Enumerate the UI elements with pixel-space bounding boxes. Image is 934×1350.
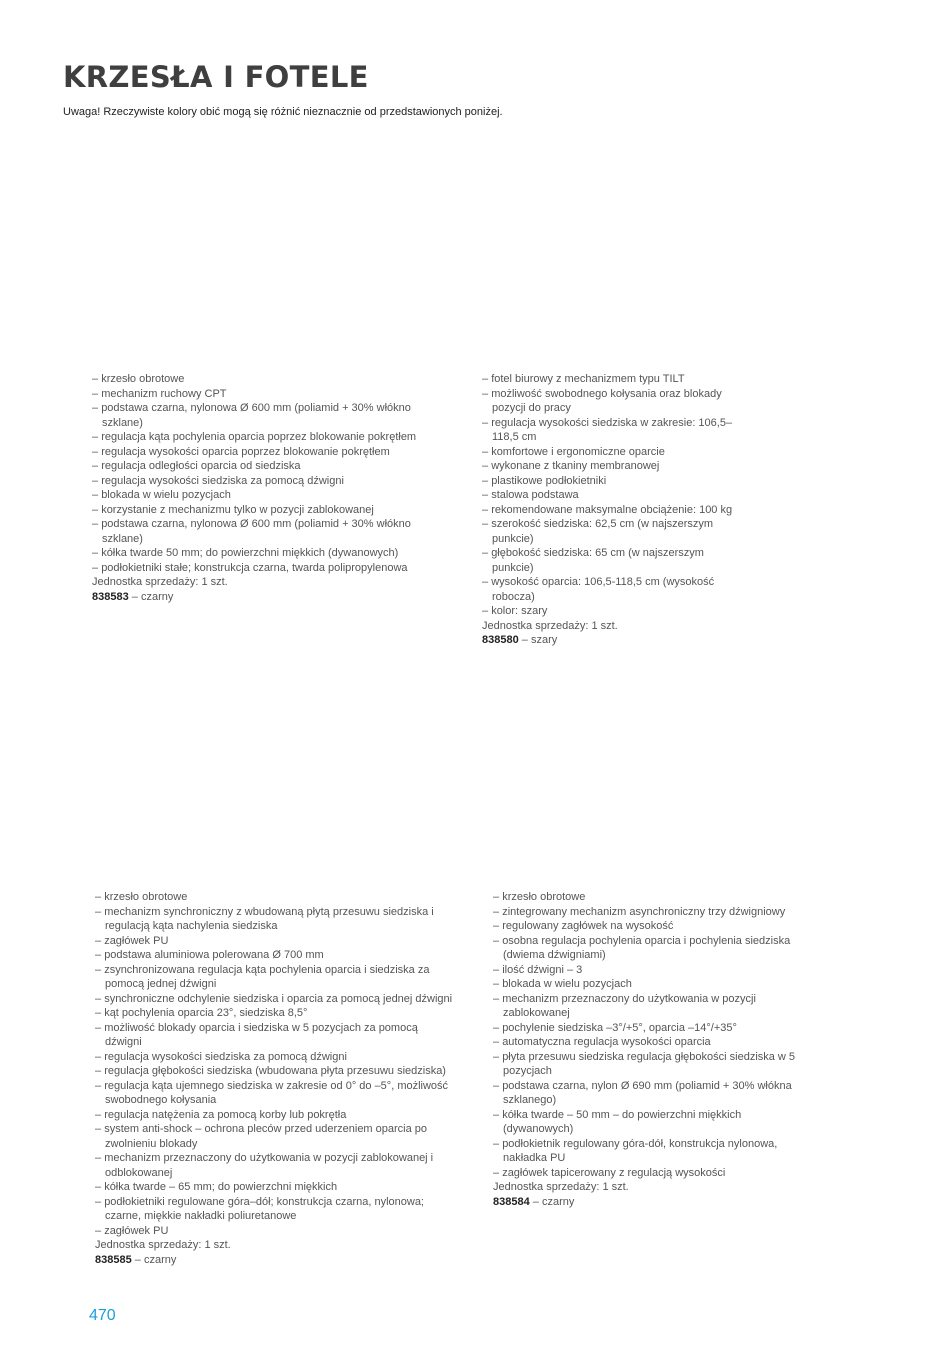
feature-item: – podstawa czarna, nylonowa Ø 600 mm (poliamid + 30% włókno szklane) — [92, 401, 432, 430]
product-color: – czarny — [532, 1195, 575, 1208]
feature-item: – płyta przesuwu siedziska regulacja głębokości siedziska w 5 pozycjach — [493, 1050, 803, 1079]
feature-item: – szerokość siedziska: 62,5 cm (w najszerszym punkcie) — [482, 517, 747, 546]
product-color: – czarny — [134, 1253, 177, 1266]
feature-item: – komfortowe i ergonomiczne oparcie — [482, 445, 747, 460]
sales-unit: Jednostka sprzedaży: 1 szt. — [92, 576, 228, 588]
feature-item: – kąt pochylenia oparcia 23°, siedziska 8,5° — [95, 1006, 455, 1021]
product-838583 — [92, 372, 432, 604]
feature-list — [92, 372, 432, 575]
feature-item: – podstawa czarna, nylonowa Ø 600 mm (poliamid + 30% włókno szklane) — [92, 517, 432, 546]
feature-item: – osobna regulacja pochylenia oparcia i pochylenia siedziska (dwiema dźwigniami) — [493, 934, 803, 963]
feature-item: – ilość dźwigni – 3 — [493, 963, 803, 978]
feature-item: – krzesło obrotowe — [92, 372, 432, 387]
feature-item: – plastikowe podłokietniki — [482, 474, 747, 489]
feature-item: – krzesło obrotowe — [95, 890, 455, 905]
feature-item: – regulacja głębokości siedziska (wbudowana płyta przesuwu siedziska) — [95, 1064, 455, 1079]
feature-item: – regulacja odległości oparcia od siedziska — [92, 459, 432, 474]
feature-item: – podstawa aluminiowa polerowana Ø 700 mm — [95, 948, 455, 963]
feature-item: – blokada w wielu pozycjach — [92, 488, 432, 503]
feature-item: – mechanizm synchroniczny z wbudowaną płytą przesuwu siedziska i regulacją kąta nachylenia siedziska — [95, 905, 455, 934]
product-code: 838580 — [482, 634, 519, 646]
feature-item: – synchroniczne odchylenie siedziska i oparcia za pomocą jednej dźwigni — [95, 992, 455, 1007]
feature-item: – kółka twarde – 50 mm – do powierzchni miękkich (dywanowych) — [493, 1108, 803, 1137]
sku-line — [493, 1195, 803, 1210]
sku-line — [92, 590, 432, 605]
feature-item: – zagłówek PU — [95, 1224, 455, 1239]
feature-item: – fotel biurowy z mechanizmem typu TILT — [482, 372, 747, 387]
product-code: 838585 — [95, 1253, 132, 1266]
product-838584 — [493, 890, 803, 1209]
feature-item: – regulacja natężenia za pomocą korby lub pokrętła — [95, 1108, 455, 1123]
feature-item: – regulacja wysokości siedziska za pomocą dźwigni — [95, 1050, 455, 1065]
feature-item: – regulowany zagłówek na wysokość — [493, 919, 803, 934]
feature-item: – zagłówek tapicerowany z regulacją wysokości — [493, 1166, 803, 1181]
feature-item: – regulacja kąta pochylenia oparcia poprzez blokowanie pokrętłem — [92, 430, 432, 445]
feature-item: – regulacja kąta ujemnego siedziska w zakresie od 0° do –5°, możliwość swobodnego kołysania — [95, 1079, 455, 1108]
product-color: – szary — [521, 634, 558, 646]
feature-item: – zagłówek PU — [95, 934, 455, 949]
product-code: 838584 — [493, 1195, 530, 1208]
feature-item: – blokada w wielu pozycjach — [493, 977, 803, 992]
feature-item: – wysokość oparcia: 106,5-118,5 cm (wysokość robocza) — [482, 575, 747, 604]
sku-line — [482, 633, 747, 648]
product-838585 — [95, 890, 455, 1267]
sku-line — [95, 1253, 455, 1268]
feature-item: – mechanizm przeznaczony do użytkowania w pozycji zablokowanej i odblokowanej — [95, 1151, 455, 1180]
feature-list — [95, 890, 455, 1238]
feature-list — [482, 372, 747, 619]
feature-item: – kółka twarde 50 mm; do powierzchni miękkich (dywanowych) — [92, 546, 432, 561]
feature-item: – zintegrowany mechanizm asynchroniczny trzy dźwigniowy — [493, 905, 803, 920]
product-code: 838583 — [92, 590, 129, 603]
feature-item: – podłokietniki stałe; konstrukcja czarna, twarda polipropylenowa — [92, 561, 432, 576]
feature-item: – stalowa podstawa — [482, 488, 747, 503]
sales-unit: Jednostka sprzedaży: 1 szt. — [95, 1239, 231, 1251]
feature-item: – regulacja wysokości siedziska za pomocą dźwigni — [92, 474, 432, 489]
color-notice: Uwaga! Rzeczywiste kolory obić mogą się różnić nieznacznie od przedstawionych poniżej. — [63, 106, 503, 118]
feature-item: – automatyczna regulacja wysokości oparcia — [493, 1035, 803, 1050]
feature-item: – pochylenie siedziska –3°/+5°, oparcia –14°/+35° — [493, 1021, 803, 1036]
feature-item: – krzesło obrotowe — [493, 890, 803, 905]
sales-unit: Jednostka sprzedaży: 1 szt. — [493, 1181, 629, 1193]
product-color: – czarny — [131, 590, 174, 603]
feature-item: – korzystanie z mechanizmu tylko w pozycji zablokowanej — [92, 503, 432, 518]
feature-item: – regulacja wysokości oparcia poprzez blokowanie pokrętłem — [92, 445, 432, 460]
feature-item: – podstawa czarna, nylon Ø 690 mm (poliamid + 30% włókna szklanego) — [493, 1079, 803, 1108]
feature-item: – mechanizm ruchowy CPT — [92, 387, 432, 402]
feature-item: – podłokietnik regulowany góra-dół, konstrukcja nylonowa, nakładka PU — [493, 1137, 803, 1166]
feature-item: – możliwość blokady oparcia i siedziska w 5 pozycjach za pomocą dźwigni — [95, 1021, 455, 1050]
feature-item: – rekomendowane maksymalne obciążenie: 100 kg — [482, 503, 747, 518]
feature-item: – zsynchronizowana regulacja kąta pochylenia oparcia i siedziska za pomocą jednej dźwigni — [95, 963, 455, 992]
feature-item: – kółka twarde – 65 mm; do powierzchni miękkich — [95, 1180, 455, 1195]
feature-item: – regulacja wysokości siedziska w zakresie: 106,5–118,5 cm — [482, 416, 747, 445]
page-number: 470 — [89, 1307, 116, 1324]
feature-item: – głębokość siedziska: 65 cm (w najszerszym punkcie) — [482, 546, 747, 575]
feature-list — [493, 890, 803, 1180]
feature-item: – kolor: szary — [482, 604, 747, 619]
sales-unit: Jednostka sprzedaży: 1 szt. — [482, 619, 618, 632]
feature-item: – mechanizm przeznaczony do użytkowania w pozycji zablokowanej — [493, 992, 803, 1021]
feature-item: – system anti-shock – ochrona pleców przed uderzeniem oparcia po zwolnieniu blokady — [95, 1122, 455, 1151]
product-838580 — [482, 372, 747, 648]
feature-item: – podłokietniki regulowane góra–dół; konstrukcja czarna, nylonowa; czarne, miękkie nakładki poliuretanowe — [95, 1195, 455, 1224]
page-title: KRZESŁA I FOTELE — [63, 60, 369, 94]
feature-item: – możliwość swobodnego kołysania oraz blokady pozycji do pracy — [482, 387, 747, 416]
feature-item: – wykonane z tkaniny membranowej — [482, 459, 747, 474]
